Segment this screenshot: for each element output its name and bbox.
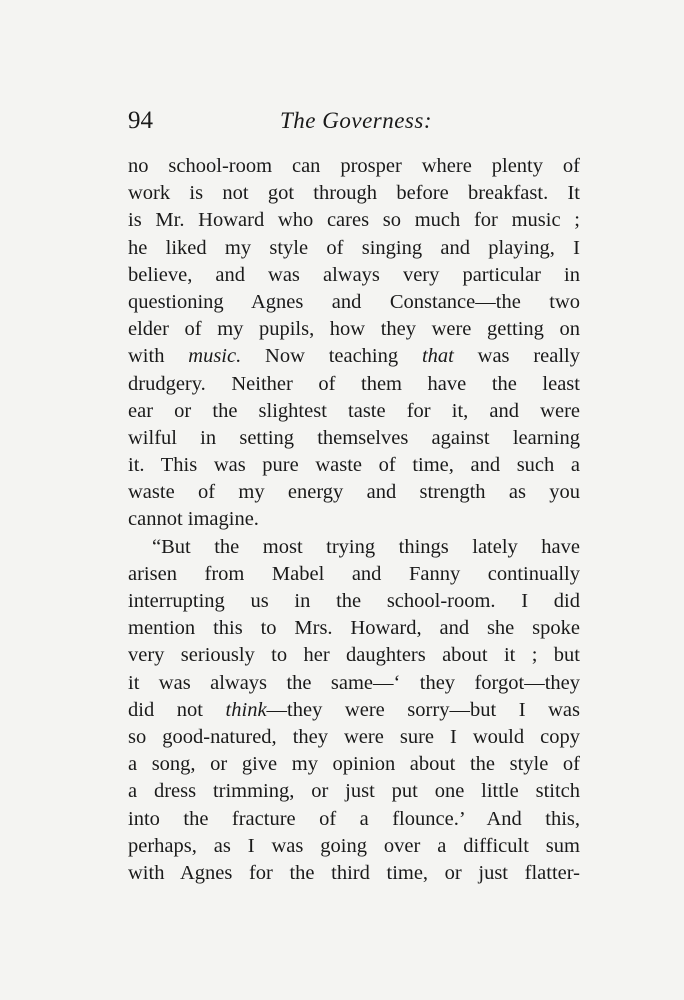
text-line: “But the most trying things lately have [152, 535, 580, 558]
running-head: The Governess: [280, 108, 432, 133]
text-line: believe, and was always very particular in [128, 263, 580, 286]
text-line: perhaps, as I was going over a difficult sum [128, 834, 580, 857]
text-line: into the fracture of a flounce.’ And this, [128, 807, 580, 830]
text-line: arisen from Mabel and Fanny continually [128, 562, 580, 585]
text-line: work is not got through before breakfast. It [128, 182, 580, 205]
text-line: wilful in setting themselves against learning [128, 426, 580, 449]
page-header [128, 104, 580, 138]
text-line: ear or the slightest taste for it, and were [128, 399, 580, 422]
text-line: cannot imagine. [128, 508, 259, 531]
italic-word: music. [188, 345, 242, 368]
text-line: interrupting us in the school-room. I did [128, 590, 580, 612]
text-line: questioning Agnes and Constance—the two [128, 290, 580, 313]
text-line: drudgery. Neither of them have the least [128, 372, 580, 395]
text-line: it. This was pure waste of time, and such a [128, 454, 580, 477]
text-line: so good-natured, they were sure I would copy [128, 725, 580, 748]
text-line: waste of my energy and strength as you [128, 481, 580, 504]
italic-word: think [225, 698, 267, 721]
text-line: is Mr. Howard who cares so much for music ; [128, 209, 580, 232]
page-number: 94 [128, 107, 153, 134]
text-line: did not think—they were sorry—but I was [128, 698, 580, 721]
italic-word: that [421, 345, 454, 368]
text-line: elder of my pupils, how they were getting on [128, 318, 580, 341]
text-line: very seriously to her daughters about it ; but [128, 644, 580, 667]
text-line: with Agnes for the third time, or just flatter- [128, 861, 580, 884]
text-line: he liked my style of singing and playing, I [128, 236, 580, 259]
text-line: mention this to Mrs. Howard, and she spoke [128, 617, 580, 640]
text-line: a song, or give my opinion about the style of [128, 753, 580, 776]
text-line: it was always the same—‘ they forgot—they [128, 671, 580, 694]
body-text [128, 153, 580, 887]
text-line: no school-room can prosper where plenty of [128, 155, 580, 177]
text-line: with music. Now teaching that was really [128, 345, 581, 368]
text-line: a dress trimming, or just put one little stitch [128, 780, 580, 803]
